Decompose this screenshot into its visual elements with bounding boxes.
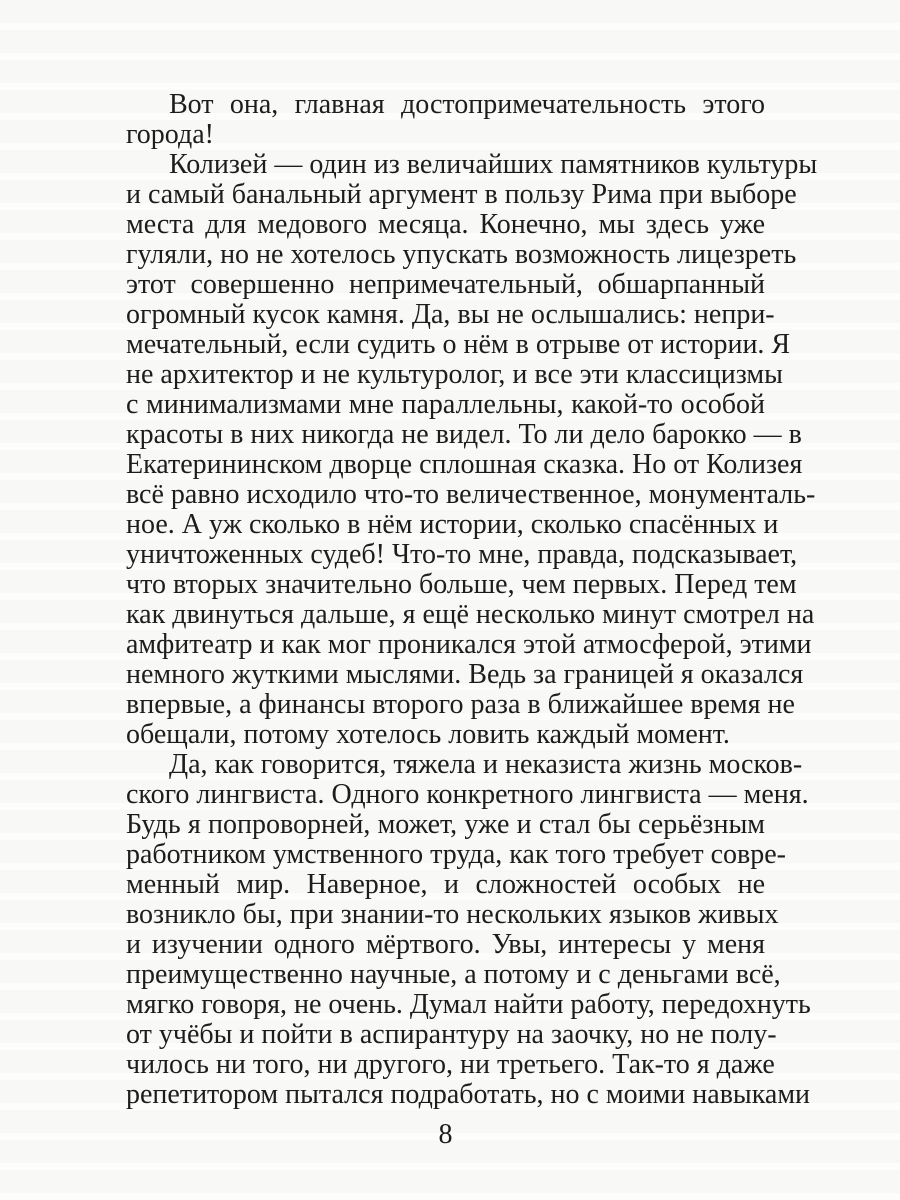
text-line: с минимализмами мне параллельны, какой-то особой bbox=[126, 389, 765, 420]
text-line: чилось ни того, ни другого, ни третьего. Так-то я даже bbox=[126, 1049, 775, 1080]
text-line: Колизей — один из величайших памятников культуры bbox=[169, 149, 818, 180]
text-line: впервые, а финансы второго раза в ближайшее время не bbox=[126, 689, 795, 720]
text-line: мечательный, если судить о нём в отрыве от истории. Я bbox=[126, 329, 791, 360]
text-line: работником умственного труда, как того требует совре- bbox=[126, 839, 786, 870]
page-number: 8 bbox=[438, 1119, 453, 1150]
text-line: возникло бы, при знании-то нескольких языков живых bbox=[126, 899, 779, 930]
text-line: гуляли, но не хотелось упускать возможность лицезреть bbox=[126, 239, 797, 270]
text-line: всё равно исходило что-то величественное, монументаль- bbox=[126, 479, 816, 510]
text-line: огромный кусок камня. Да, вы не ослышались: непри- bbox=[126, 299, 775, 330]
text-line: как двинуться дальше, я ещё несколько минут смотрел на bbox=[126, 599, 815, 630]
text-line: Будь я попроворней, может, уже и стал бы серьёзным bbox=[126, 809, 765, 840]
text-line: не архитектор и не культуролог, и все эти классицизмы bbox=[126, 359, 783, 390]
text-line: красоты в них никогда не видел. То ли дело барокко — в bbox=[126, 419, 802, 450]
text-line: ского лингвиста. Одного конкретного лингвиста — меня. bbox=[126, 779, 809, 810]
text-line: города! bbox=[126, 119, 214, 150]
text-line: и самый банальный аргумент в пользу Рима при выборе bbox=[126, 179, 797, 210]
text-line: репетитором пытался подработать, но с моими навыками bbox=[126, 1079, 811, 1110]
text-line: немного жуткими мыслями. Ведь за границей я оказался bbox=[126, 659, 804, 690]
text-line: уничтоженных судеб! Что-то мне, правда, подсказывает, bbox=[126, 539, 798, 570]
text-line: преимущественно научные, а потому и с деньгами всё, bbox=[126, 959, 781, 990]
text-line: Екатерининском дворце сплошная сказка. Но от Колизея bbox=[126, 449, 803, 480]
text-line: Вот она, главная достопримечательность этого bbox=[169, 89, 765, 120]
text-line: места для медового месяца. Конечно, мы здесь уже bbox=[126, 209, 765, 240]
text-line: ное. А уж сколько в нём истории, сколько спасённых и bbox=[126, 509, 779, 540]
text-line: менный мир. Наверное, и сложностей особых не bbox=[126, 869, 765, 900]
text-line: Да, как говорится, тяжела и неказиста жизнь москов- bbox=[169, 749, 803, 780]
text-line: мягко говоря, не очень. Думал найти работу, передохнуть bbox=[126, 989, 811, 1020]
text-block bbox=[126, 89, 818, 1110]
text-line: и изучении одного мёртвого. Увы, интересы у меня bbox=[126, 929, 765, 960]
text-line: от учёбы и пойти в аспирантуру на заочку, но не полу- bbox=[126, 1019, 777, 1050]
text-line: амфитеатр и как мог проникался этой атмосферой, этими bbox=[126, 629, 812, 660]
text-line: этот совершенно непримечательный, обшарпанный bbox=[126, 269, 765, 300]
text-line: обещали, потому хотелось ловить каждый момент. bbox=[126, 719, 730, 750]
text-line: что вторых значительно больше, чем первых. Перед тем bbox=[126, 569, 797, 600]
